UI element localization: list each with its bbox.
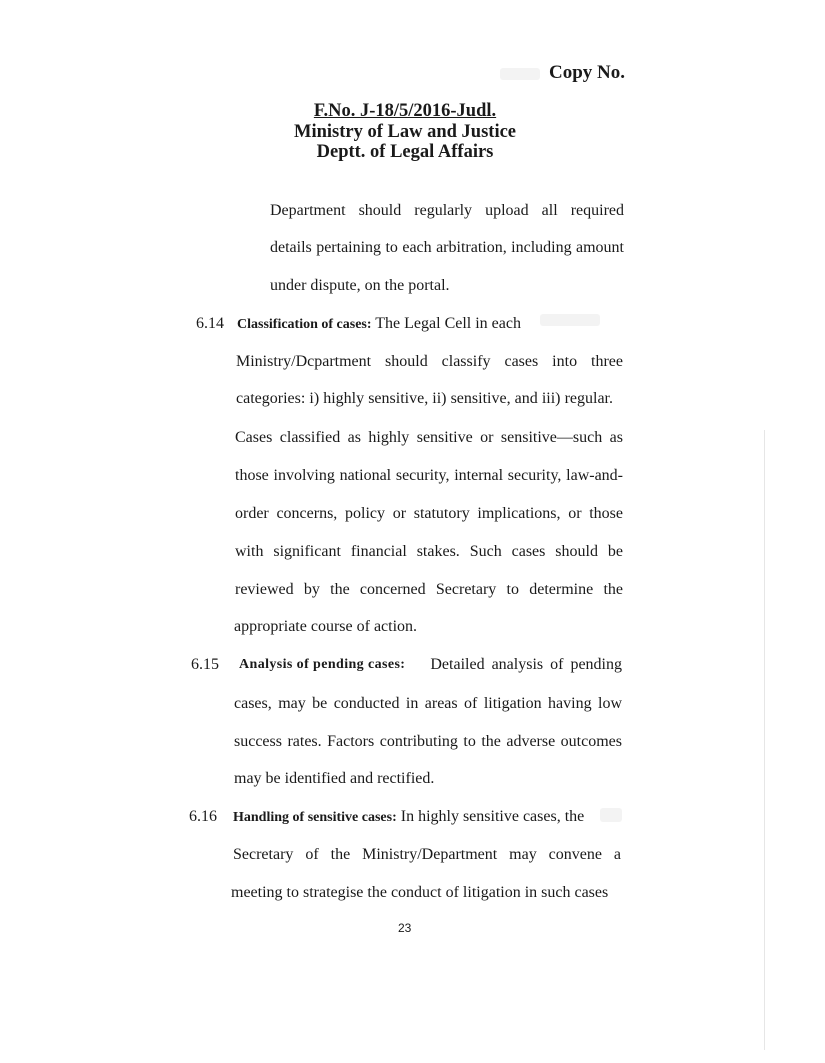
scan-artifact (500, 68, 540, 80)
section-line: may be identified and rectified. (234, 770, 435, 787)
ministry-name: Ministry of Law and Justice (294, 121, 516, 142)
section-heading: Classification of cases: (237, 317, 372, 332)
section-line: success rates. Factors contributing to the adverse outcomes (234, 733, 622, 750)
section-line: those involving national security, internal security, law-and- (235, 467, 623, 484)
section-line: cases, may be conducted in areas of litigation having low (234, 695, 622, 712)
section-line: appropriate course of action. (234, 618, 418, 635)
department-name: Deptt. of Legal Affairs (316, 142, 494, 162)
document-header (200, 101, 610, 163)
copy-number-label: Copy No. (548, 62, 625, 83)
section-heading: Analysis of pending cases: (239, 657, 406, 672)
section-number: 6.16 (189, 808, 217, 825)
intro-line: Department should regularly upload all required (270, 202, 624, 219)
intro-line: under dispute, on the portal. (270, 277, 450, 294)
section-first-line-text: The Legal Cell in each (375, 315, 521, 332)
section-line: with significant financial stakes. Such cases should be (235, 543, 623, 560)
section-line: Ministry/Dcpartment should classify cases into three (236, 353, 623, 370)
section-line: reviewed by the concerned Secretary to determine the (235, 581, 623, 598)
page-number: 23 (398, 921, 412, 935)
section-line: Cases classified as highly sensitive or sensitive—such as (235, 429, 623, 446)
intro-line: details pertaining to each arbitration, including amount (270, 239, 624, 256)
section-first-line-text: Detailed analysis of pending (430, 656, 622, 673)
section-heading: Handling of sensitive cases: (233, 810, 397, 825)
section-number: 6.14 (196, 315, 224, 332)
section-first-line (239, 655, 622, 675)
scan-artifact (540, 314, 600, 326)
file-number: F.No. J-18/5/2016-Judl. (313, 101, 497, 121)
section-number: 6.15 (191, 656, 219, 673)
section-first-line (233, 807, 584, 828)
section-line: order concerns, policy or statutory implications, or those (235, 505, 623, 522)
scan-artifact (600, 808, 622, 822)
section-first-line-text: In highly sensitive cases, the (400, 808, 585, 825)
section-line: categories: i) highly sensitive, ii) sensitive, and iii) regular. (236, 390, 613, 407)
section-line: meeting to strategise the conduct of litigation in such cases (231, 884, 609, 901)
section-first-line (237, 314, 521, 335)
page-edge (764, 430, 765, 1050)
section-line: Secretary of the Ministry/Department may convene a (233, 846, 621, 863)
